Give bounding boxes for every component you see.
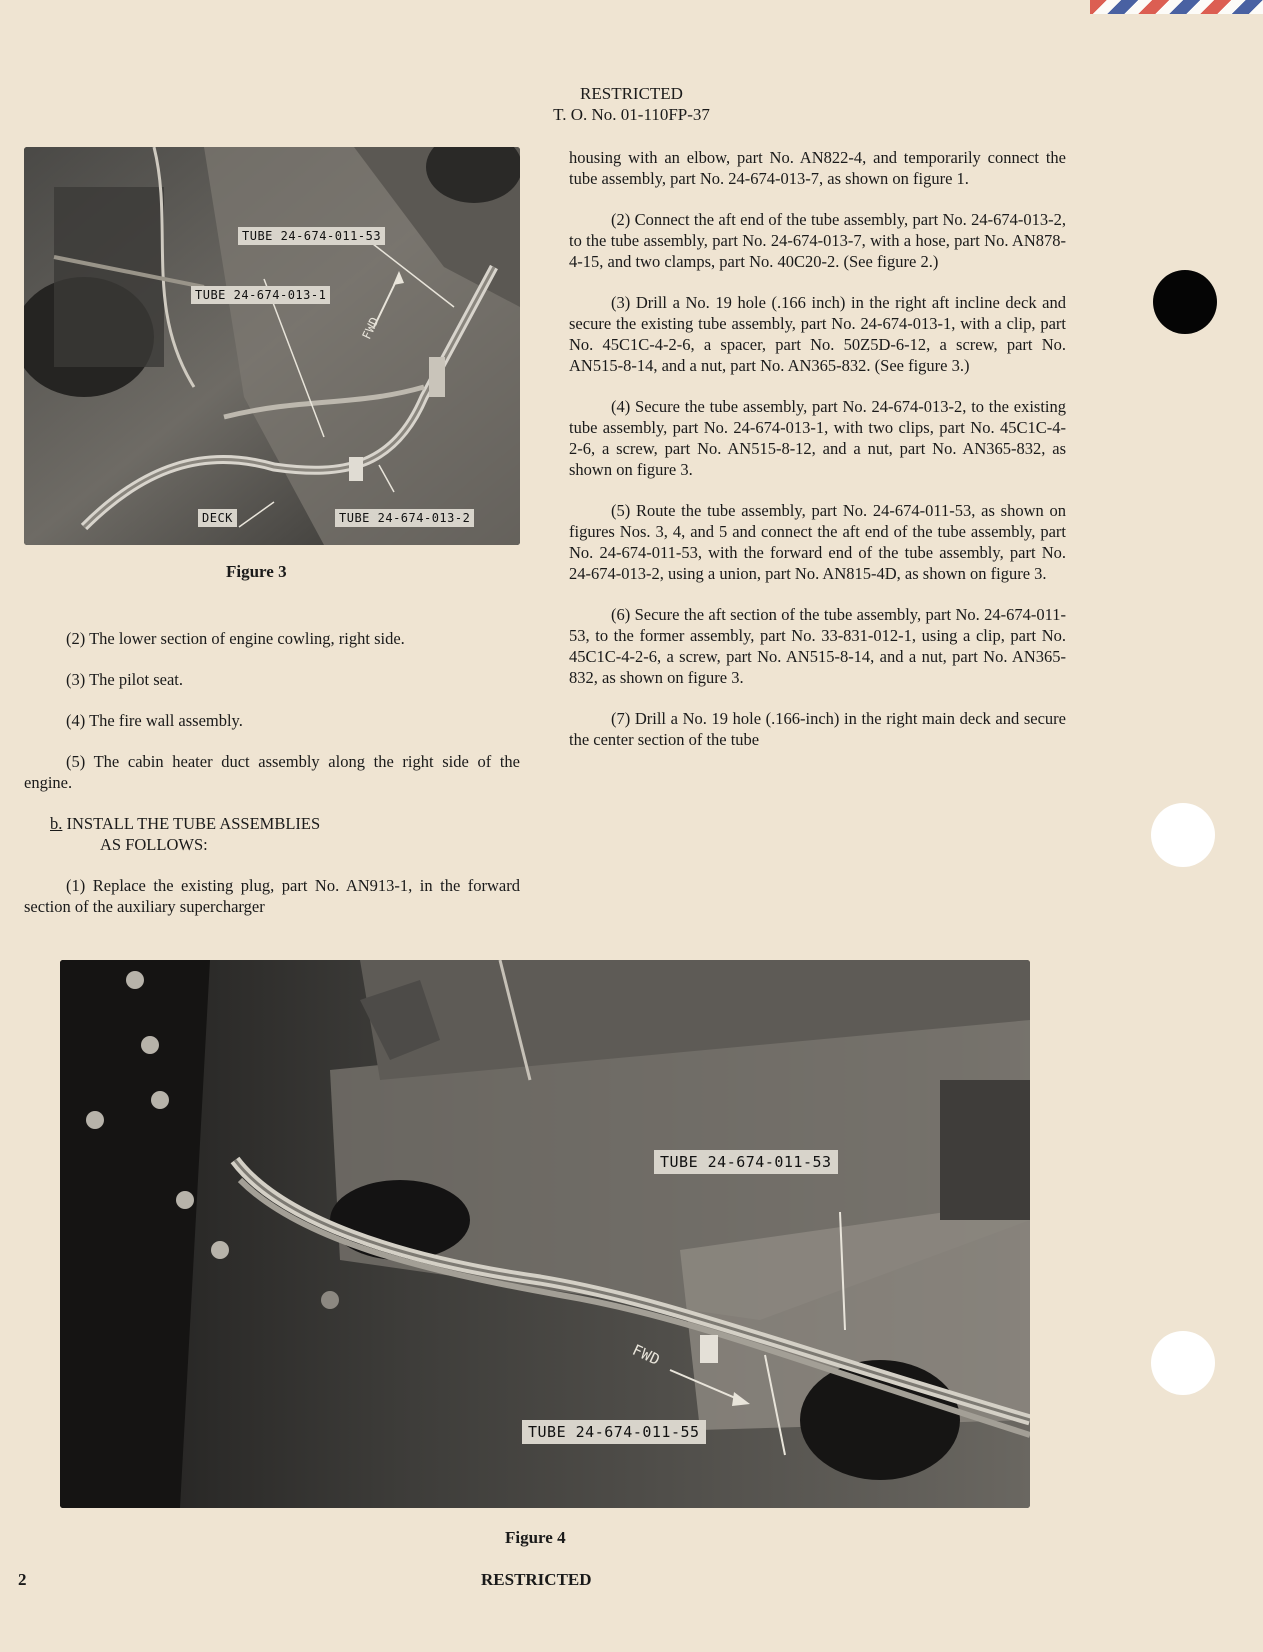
step-3: (3) Drill a No. 19 hole (.166 inch) in the right aft incline deck and secure the existing tube assembly, part No. 24-674-013-1, with a clip, part No. 45C1C-4-2-6, a spacer, part No. 50Z5D-6-12, a screw, part No. AN515-8-14, and a nut, part No. AN365-832. (See figure 3.) (569, 293, 1066, 375)
section-heading (24, 813, 520, 855)
step-4: (4) Secure the tube assembly, part No. 24-674-013-2, to the existing tube assembly, part No. 24-674-013-1, with two clips, part No. 45C1C-4-2-6, a screw, part No. AN515-8-12, and a nut, part No. AN365-832, as shown on figure 3. (569, 397, 1066, 479)
step-1: (1) Replace the existing plug, part No. AN913-1, in the forward section of the auxiliary supercharger (24, 876, 520, 916)
figure-3-illustration (24, 147, 520, 545)
list-item: (5) The cabin heater duct assembly along the right side of the engine. (24, 752, 520, 792)
left-column (24, 628, 520, 937)
step-6: (6) Secure the aft section of the tube assembly, part No. 24-674-011-53, to the former assembly, part No. 33-831-012-1, using a clip, part No. 45C1C-4-2-6, a screw, part No. AN515-8-14, and a nut, part No. AN365-832, as shown on figure 3. (569, 605, 1066, 687)
figure-4-caption: Figure 4 (505, 1528, 566, 1547)
binder-hole-bottom (1151, 1331, 1215, 1395)
edge-hatch-decoration (1090, 0, 1263, 14)
step-7: (7) Drill a No. 19 hole (.166-inch) in the right main deck and secure the center section of the tube (569, 709, 1066, 749)
fig3-callout-tube-013-1: TUBE 24-674-013-1 (191, 286, 330, 304)
section-letter: b. (50, 814, 63, 833)
fig4-callout-tube-011-55: TUBE 24-674-011-55 (522, 1420, 706, 1444)
fig3-callout-tube-011-53: TUBE 24-674-011-53 (238, 227, 385, 245)
header-tech-order: T. O. No. 01-110FP-37 (553, 105, 710, 124)
binder-hole-middle (1151, 803, 1215, 867)
list-item: (3) The pilot seat. (66, 670, 183, 689)
fig4-fwd-arrow-label: FWD (629, 1340, 664, 1370)
section-title-line-1: INSTALL THE TUBE ASSEMBLIES (66, 814, 321, 833)
header-classification: RESTRICTED (580, 84, 683, 103)
step-5: (5) Route the tube assembly, part No. 24-674-011-53, as shown on figures Nos. 3, 4, and 5 and connect the aft end of the tube assembly, part No. 24-674-011-53, with the forward end of the tube assembly, part No. 24-674-013-2, using a union, part No. AN815-4D, as shown on figure 3. (569, 501, 1066, 583)
fig4-callout-tube-011-53: TUBE 24-674-011-53 (654, 1150, 838, 1174)
figure-3-caption: Figure 3 (226, 562, 287, 581)
page-number: 2 (18, 1570, 27, 1589)
list-item: (4) The fire wall assembly. (66, 711, 243, 730)
footer-classification: RESTRICTED (481, 1570, 592, 1589)
section-title-line-2: AS FOLLOWS: (100, 835, 208, 854)
list-item: (2) The lower section of engine cowling, right side. (66, 629, 405, 648)
right-column (569, 147, 1066, 770)
fig3-callout-deck: DECK (198, 509, 237, 527)
figure-3-photo (24, 147, 520, 545)
fig3-callout-tube-013-2: TUBE 24-674-013-2 (335, 509, 474, 527)
step-2: (2) Connect the aft end of the tube assembly, part No. 24-674-013-2, to the tube assembly, part No. 24-674-013-7, with a hose, part No. AN878-4-15, and two clamps, part No. 40C20-2. (See figure 2.) (569, 210, 1066, 271)
figure-4-photo (60, 960, 1030, 1508)
fig3-fwd-arrow-label: FWD (359, 314, 382, 342)
step-1-continued: housing with an elbow, part No. AN822-4, and temporarily connect the tube assembly, part No. 24-674-013-7, as shown on figure 1. (569, 148, 1066, 188)
binder-hole-top (1153, 270, 1217, 334)
